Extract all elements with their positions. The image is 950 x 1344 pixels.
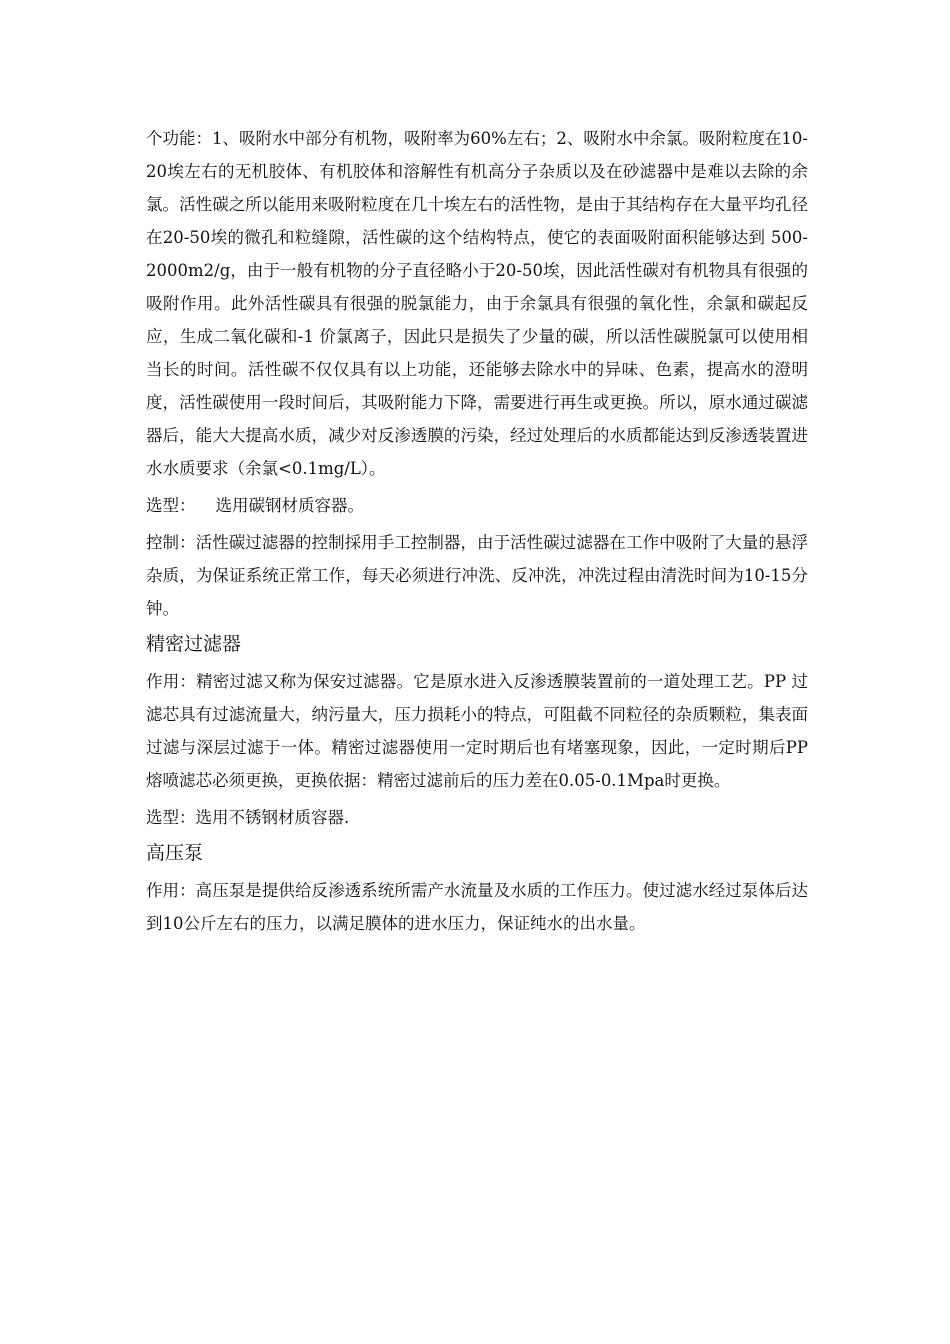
precision-function-paragraph: 作用：精密过滤又称为保安过滤器。它是原水进入反渗透膜装置前的一道处理工艺。PP 过滤芯具有过滤流量大，纳污量大，压力损耗小的特点，可阻截不同粒径的杂质颗粒，集表面过滤与深层过滤于一体。精密过滤器使用一定时期后也有堵塞现象，因此，一定时期后PP熔喷滤芯必须更换，更换依据：精密过滤前后的压力差在0.05-0.1Mpa时更换。 bbox=[146, 672, 808, 790]
carbon-control-paragraph: 控制：活性碳过滤器的控制採用手工控制器，由于活性碳过滤器在工作中吸附了大量的悬浮杂质，为保证系统正常工作，每天必须进行冲洗、反冲洗，冲洗过程由清洗时间为10-15分钟。 bbox=[146, 533, 808, 618]
carbon-selection-label: 选型： bbox=[146, 496, 196, 515]
carbon-selection-text: 选用碳钢材质容器。 bbox=[215, 496, 364, 515]
carbon-selection-paragraph bbox=[146, 489, 808, 522]
high-pressure-pump-heading: 高压泵 bbox=[146, 842, 204, 864]
document-page bbox=[146, 122, 808, 940]
precision-filter-heading: 精密过滤器 bbox=[146, 633, 242, 655]
intro-paragraph: 个功能：1、吸附水中部分有机物，吸附率为60%左右；2、吸附水中余氯。吸附粒度在10-20埃左右的无机胶体、有机胶体和溶解性有机高分子杂质以及在砂滤器中是难以去除的余氯。活性碳之所以能用来吸附粒度在几十埃左右的活性物，是由于其结构存在大量平均孔径在20-50埃的微孔和粒缝隙，活性碳的这个结构特点，使它的表面吸附面积能够达到 500-2000m2/g，由于一般有机物的分子直径略小于20-50埃，因此活性碳对有机物具有很强的吸附作用。此外活性碳具有很强的脱氯能力，由于余氯具有很强的氧化性，余氯和碳起反应，生成二氧化碳和-1 价氯离子，因此只是损失了少量的碳，所以活性碳脱氯可以使用相当长的时间。活性碳不仅仅具有以上功能，还能够去除水中的异味、色素，提高水的澄明度，活性碳使用一段时间后，其吸附能力下降，需要进行再生或更换。所以，原水通过碳滤器后，能大大提高水质，减少对反渗透膜的污染，经过处理后的水质都能达到反渗透装置进水水质要求（余氯<0.1mg/L）。 bbox=[146, 129, 808, 478]
precision-selection-paragraph: 选型：选用不锈钢材质容器. bbox=[146, 808, 350, 827]
pump-function-paragraph: 作用：高压泵是提供给反渗透系统所需产水流量及水质的工作压力。使过滤水经过泵体后达到10公斤左右的压力，以满足膜体的进水压力，保证纯水的出水量。 bbox=[146, 881, 808, 933]
